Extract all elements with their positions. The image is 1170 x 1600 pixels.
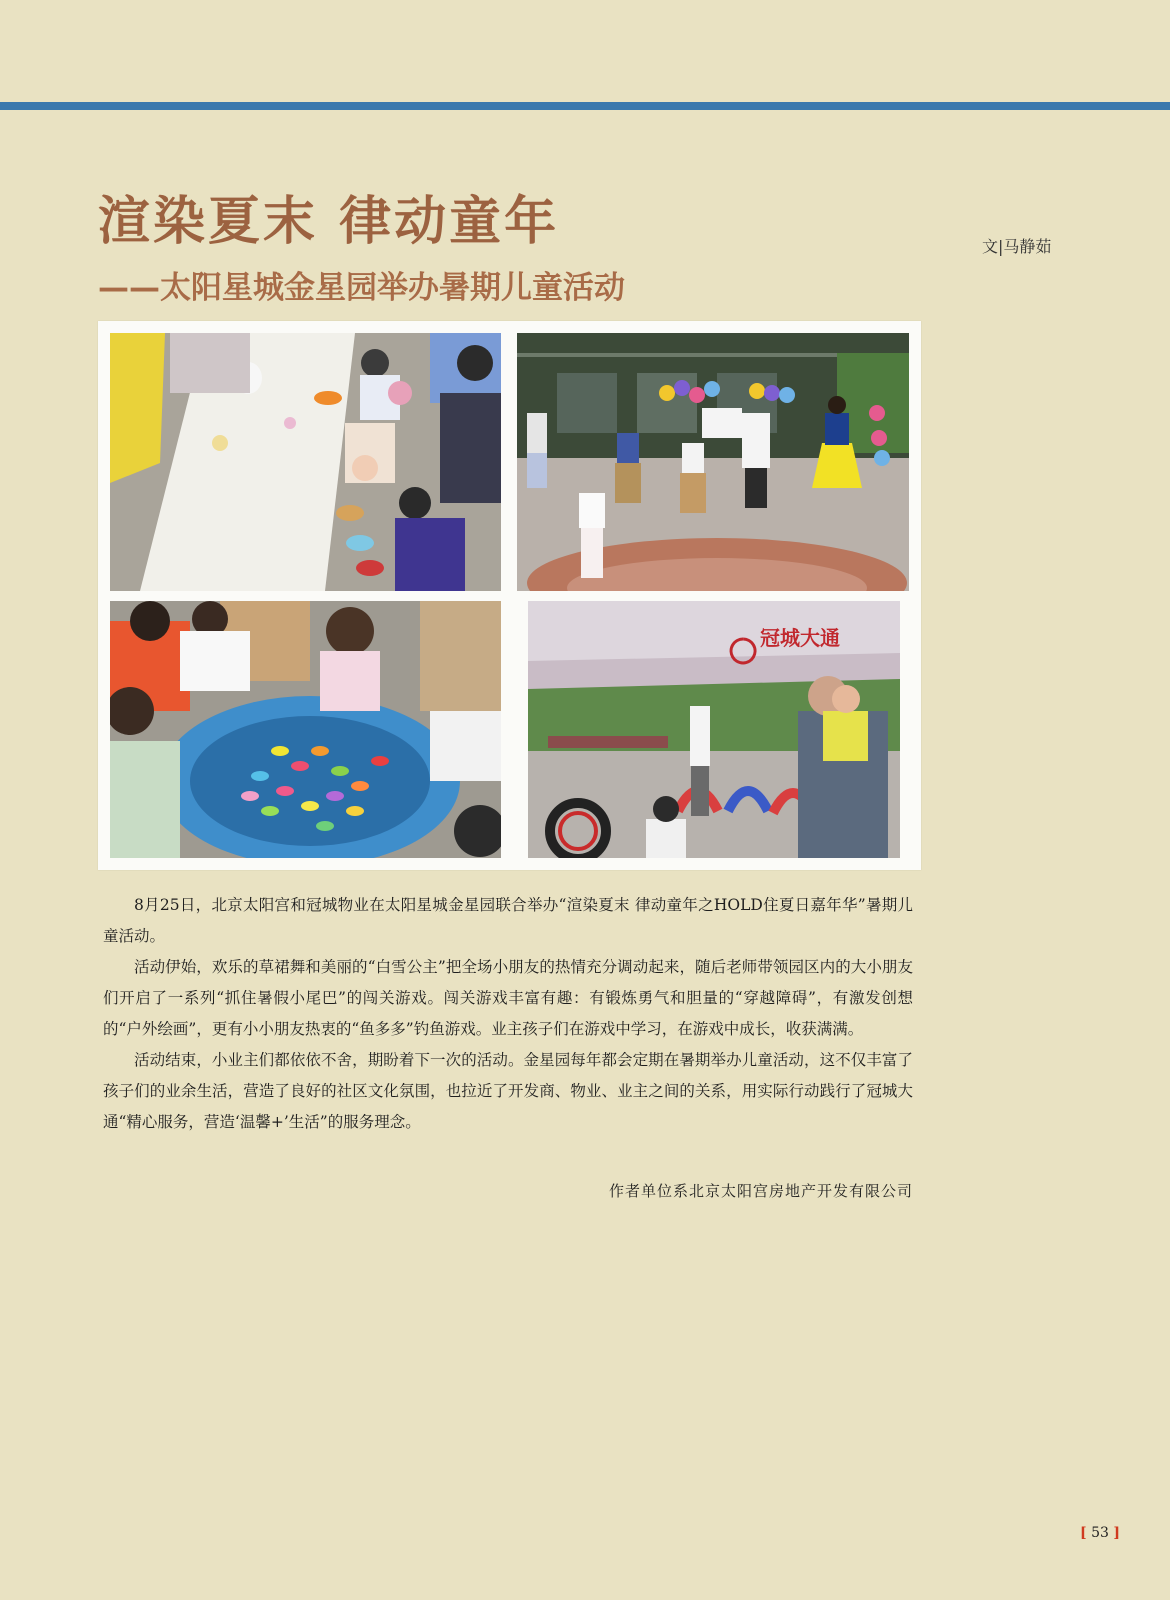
photo-fishing-game — [110, 601, 501, 858]
page-bracket-open: [ — [1080, 1525, 1087, 1541]
article-title: 渲染夏末 律动童年 — [98, 192, 560, 252]
author-affiliation: 作者单位系北京太阳宫房地产开发有限公司 — [608, 1182, 913, 1200]
photo-collage — [98, 321, 921, 870]
paragraph-1: 8月25日，北京太阳宫和冠城物业在太阳星城金星园联合举办“渲染夏末 律动童年之HOLD住夏日嘉年华”暑期儿童活动。 — [103, 896, 913, 945]
author-byline: 文|马静茹 — [982, 237, 1052, 256]
paragraph-3: 活动结束，小业主们都依依不舍，期盼着下一次的活动。金星园每年都会定期在暑期举办儿童活动，这不仅丰富了孩子们的业余生活，营造了良好的社区文化氛围，也拉近了开发商、物业、业主之间的关系，用实际行动践行了冠城大通“精心服务，营造‘温馨+’生活”的服务理念。 — [103, 1051, 913, 1131]
tent-sign: 冠城大通 — [760, 626, 840, 650]
page-number-value: 53 — [1091, 1525, 1109, 1541]
page-number — [1080, 1525, 1120, 1541]
photo-hula-dance — [517, 333, 909, 591]
header-rule — [0, 102, 1170, 110]
paragraph-2: 活动伊始，欢乐的草裙舞和美丽的“白雪公主”把全场小朋友的热情充分调动起来，随后老师带领园区内的大小朋友们开启了一系列“抓住暑假小尾巴”的闯关游戏。闯关游戏丰富有趣：有锻炼勇气和胆量的“穿越障碍”，有激发创想的“户外绘画”，更有小小朋友热衷的“鱼多多”钓鱼游戏。业主孩子们在游戏中学习，在游戏中成长，收获满满。 — [103, 958, 913, 1038]
page-bracket-close: ] — [1113, 1525, 1120, 1541]
photo-obstacle-course — [528, 601, 900, 858]
photo-outdoor-painting — [110, 333, 501, 591]
article-subtitle: ——太阳星城金星园举办暑期儿童活动 — [98, 270, 625, 306]
article-body — [103, 890, 913, 1138]
